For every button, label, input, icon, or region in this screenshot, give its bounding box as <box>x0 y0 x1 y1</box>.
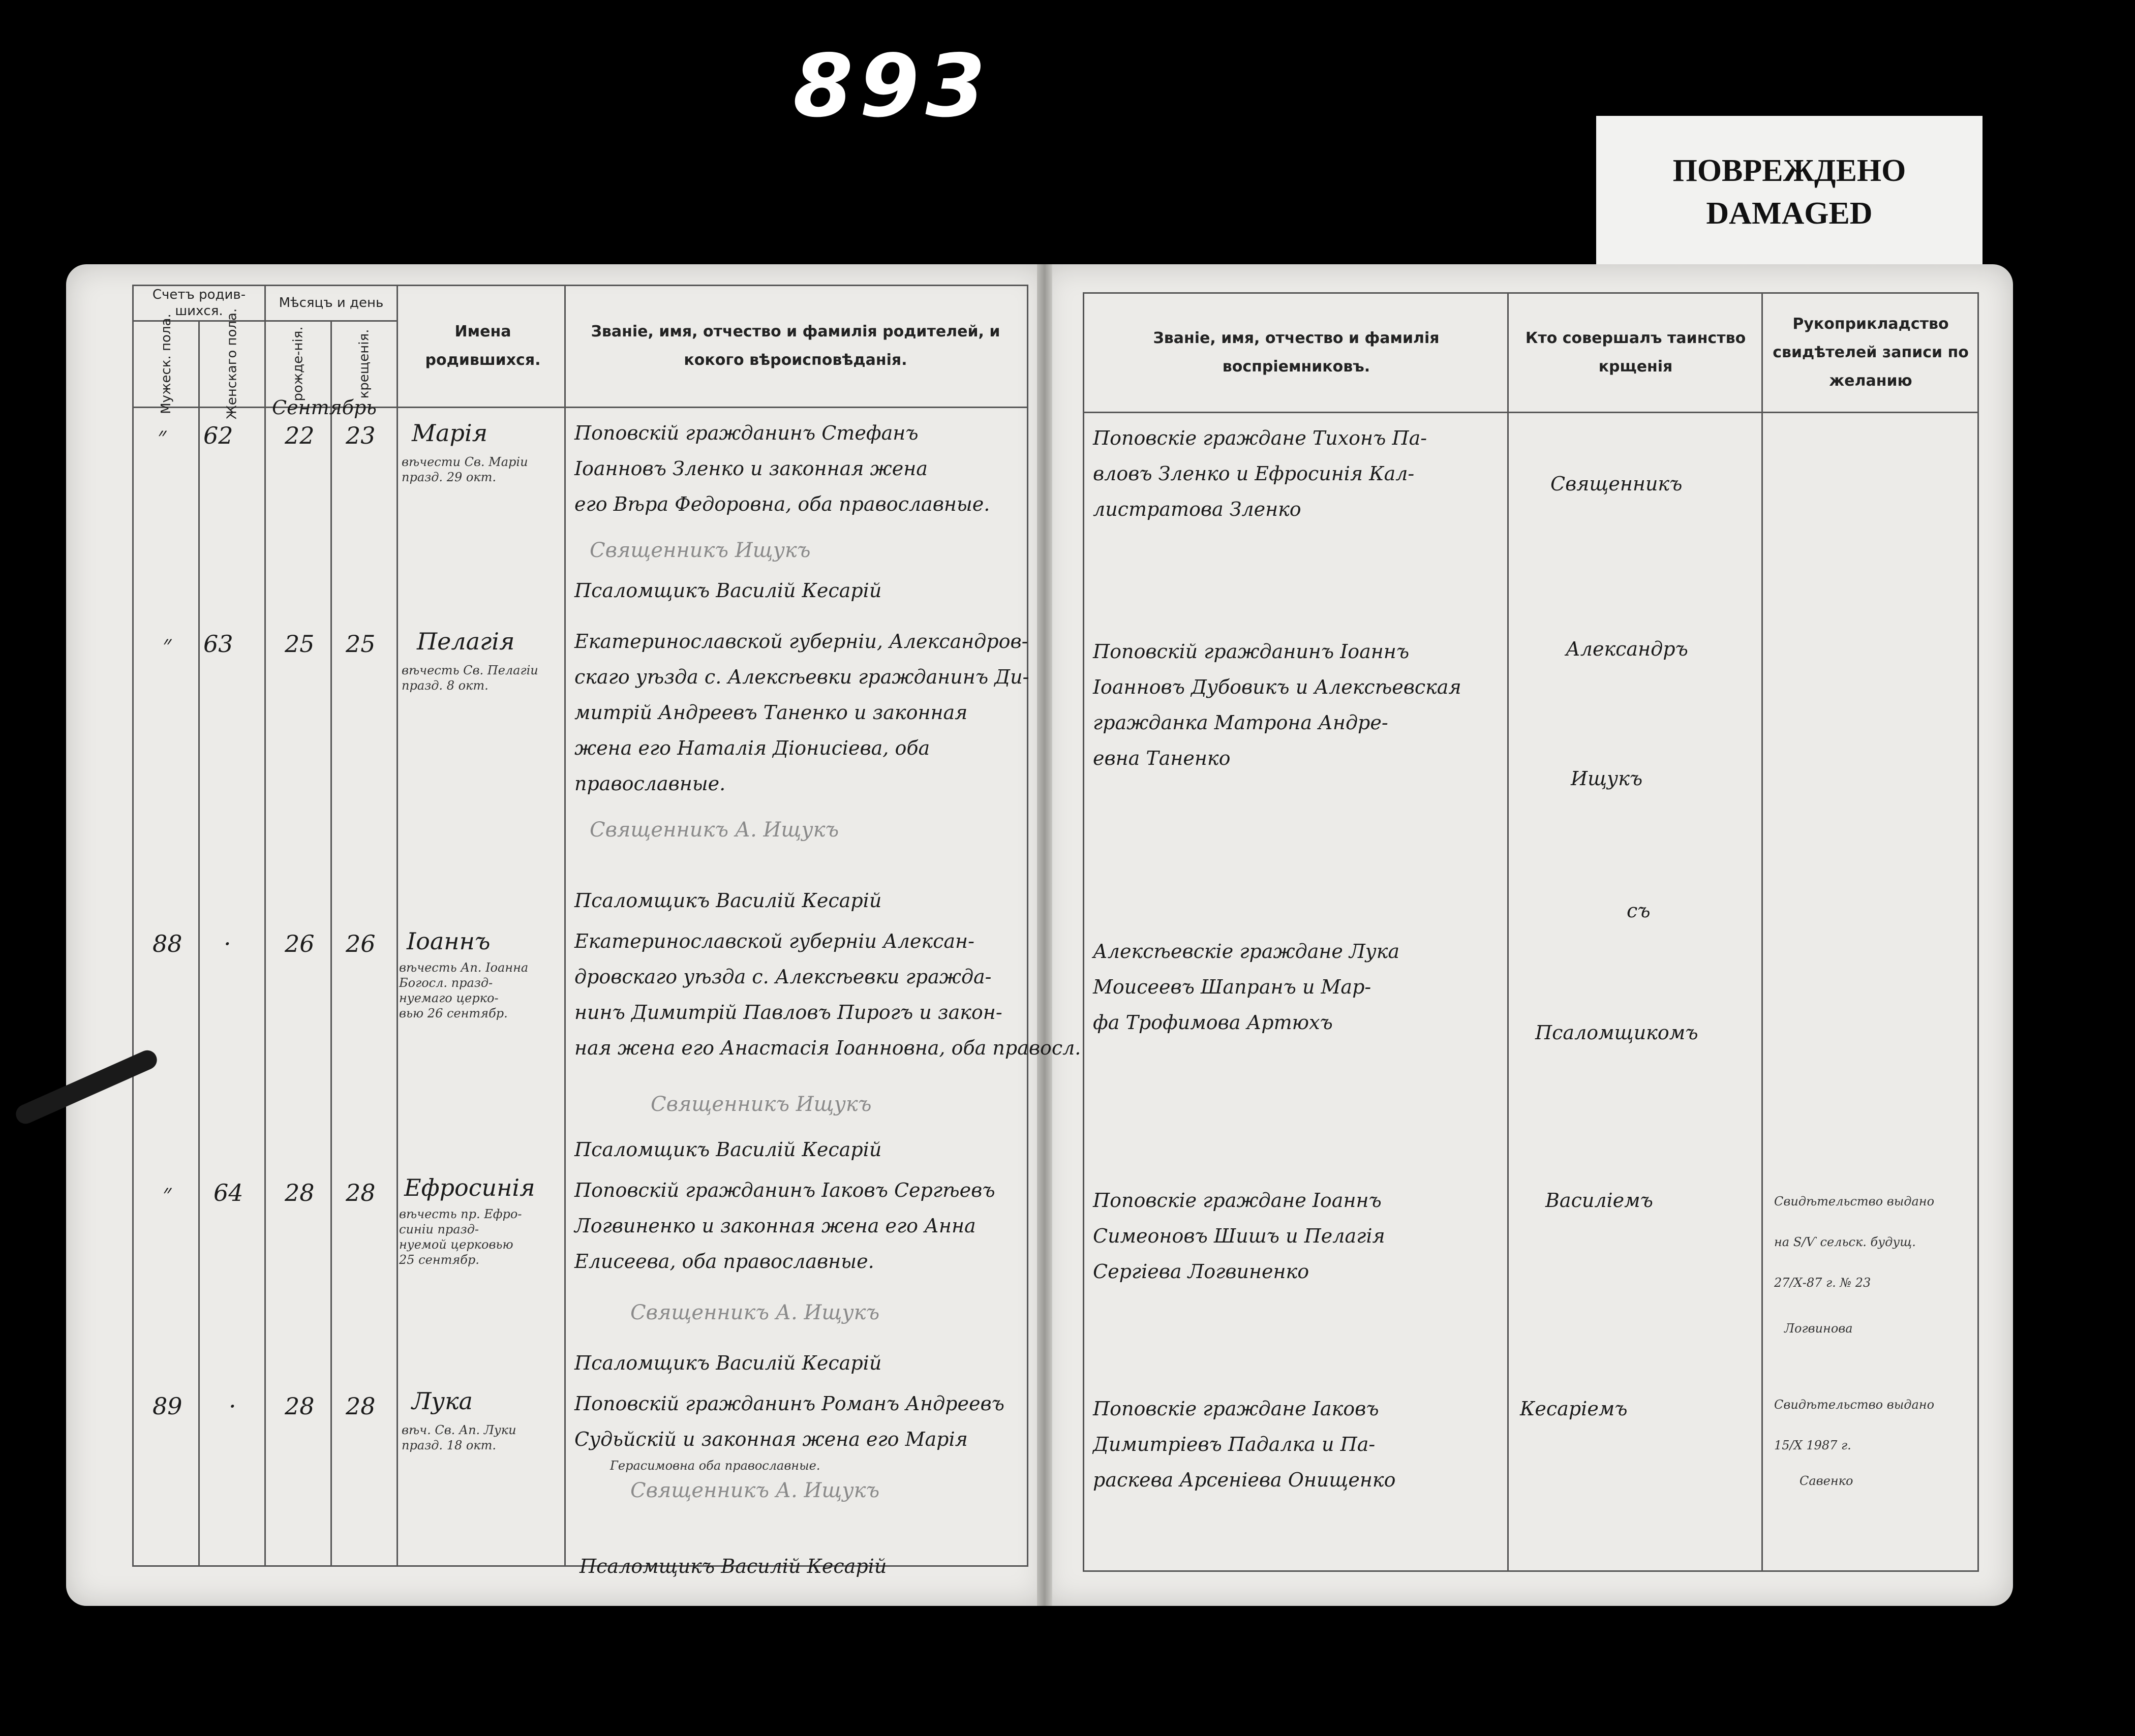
godparents-line: Сергіева Логвиненко <box>1093 1260 1309 1283</box>
parents-line: Елисеева, оба православные. <box>574 1250 874 1273</box>
header-month-group: Мѣсяцъ и день <box>279 295 384 311</box>
grid-line <box>1761 292 1763 1572</box>
grid-line <box>330 320 332 1567</box>
witness-line: Свидѣтельство выдано <box>1774 1398 1935 1412</box>
parents-line: ная жена его Анастасія Іоанновна, оба правосл. <box>574 1037 1081 1059</box>
name-note: синіи празд- <box>399 1222 479 1236</box>
priest-name: Кесаріемъ <box>1520 1398 1628 1420</box>
grid-line <box>1027 285 1028 1567</box>
damaged-label-en: DAMAGED <box>1706 196 1873 231</box>
psalmist-line: Псаломщикъ Василій Кесарій <box>574 1138 882 1161</box>
parents-line: Іоанновъ Зленко и законная жена <box>574 457 928 480</box>
female-count: 64 <box>214 1179 243 1206</box>
name-note: празд. 18 окт. <box>402 1438 497 1452</box>
header-male-cell <box>134 313 198 414</box>
name-note: вѣчести Св. Маріи <box>402 455 528 469</box>
grid-line <box>396 285 398 1567</box>
priest-signature: Священникъ Ищукъ <box>651 1093 872 1116</box>
header-count-group: Счетъ родив-шихся. <box>152 287 246 319</box>
birth-day: 26 <box>285 930 315 957</box>
grid-line <box>264 285 266 1567</box>
frame-number: 893 <box>793 36 992 137</box>
parents-line: Поповскій гражданинъ Іаковъ Сергѣевъ <box>574 1179 995 1201</box>
male-count: ״ <box>163 630 172 658</box>
birth-day: 22 <box>285 422 315 449</box>
priest-signature: Священникъ А. Ищукъ <box>630 1301 880 1324</box>
footer-psalmist-line: Псаломщикъ Василій Кесарій <box>580 1555 887 1577</box>
witness-line: Свидѣтельство выдано <box>1774 1194 1935 1208</box>
birth-day: 28 <box>285 1179 315 1206</box>
book-spine <box>1037 264 1052 1606</box>
female-count: · <box>229 1392 236 1420</box>
godparents-line: листратова Зленко <box>1093 498 1301 520</box>
parents-line: митрій Андреевъ Таненко и законная <box>574 701 968 724</box>
baptism-day: 28 <box>346 1392 376 1420</box>
parents-line: Поповскій гражданинъ Стефанъ <box>574 422 919 444</box>
name-note: празд. 29 окт. <box>402 470 497 484</box>
grid-line <box>1507 292 1509 1572</box>
witness-line: Савенко <box>1800 1474 1853 1488</box>
male-count: ״ <box>158 422 167 449</box>
name-note: вѣчесть пр. Ефро- <box>399 1207 522 1221</box>
parents-line: его Вѣра Федоровна, оба православные. <box>574 493 990 515</box>
male-count: ״ <box>163 1179 172 1206</box>
name-note: Богосл. празд- <box>399 976 493 990</box>
priest-signature: Священникъ А. Ищукъ <box>630 1479 880 1502</box>
name-note: нуемаго церко- <box>399 991 499 1005</box>
name-note: вью 26 сентябр. <box>399 1006 508 1020</box>
header-names: Имена родившихся. <box>425 323 541 369</box>
priest-name: Ищукъ <box>1571 767 1643 790</box>
female-count: · <box>224 930 231 957</box>
priest-signature: Священникъ Ищукъ <box>590 539 811 562</box>
witness-line: Логвинова <box>1784 1321 1853 1336</box>
parents-line: Поповскій гражданинъ Романъ Андреевъ <box>574 1392 1004 1415</box>
psalmist-line: Псаломщикъ Василій Кесарій <box>574 889 882 912</box>
witness-line: на Ѕ/Ѵ сельск. будущ. <box>1774 1235 1916 1249</box>
priest-signature: Священникъ А. Ищукъ <box>590 818 839 842</box>
female-count: 63 <box>203 630 233 658</box>
godparents-line: Поповскіе граждане Тихонъ Па- <box>1093 427 1427 449</box>
godparents-line: Іоанновъ Дубовикъ и Алексѣевская <box>1093 676 1461 698</box>
priest-name: Псаломщикомъ <box>1535 1021 1698 1044</box>
birth-day: 28 <box>285 1392 315 1420</box>
header-parents: Званіе, имя, отчество и фамилія родителей, и кокого вѣроисповѣданія. <box>591 323 1000 369</box>
damaged-label-ru: ПОВРЕЖДЕНО <box>1672 153 1906 188</box>
priest-name: Александръ <box>1566 638 1688 660</box>
grid-line <box>132 407 1027 408</box>
priest-name: Василіемъ <box>1545 1189 1654 1212</box>
baptism-day: 28 <box>346 1179 376 1206</box>
godparents-line: гражданка Матрона Андре- <box>1093 711 1388 734</box>
child-name: Марія <box>412 419 488 447</box>
parents-line: жена его Наталія Діонисіева, оба <box>574 737 930 759</box>
grid-line <box>564 285 566 1567</box>
header-male: Мужеск. пола. <box>158 313 174 414</box>
header-baptism-cell <box>332 322 396 406</box>
baptism-day: 23 <box>346 422 376 449</box>
psalmist-line: Псаломщикъ Василій Кесарій <box>574 1352 882 1374</box>
godparents-line: Димитріевъ Падалка и Па- <box>1093 1433 1376 1455</box>
godparents-line: Поповскіе граждане Іаковъ <box>1093 1398 1379 1420</box>
child-name: Лука <box>412 1387 473 1415</box>
name-note: нуемой церковью <box>399 1237 513 1252</box>
birth-day: 25 <box>285 630 315 658</box>
godparents-line: Алексѣевскіе граждане Лука <box>1093 940 1400 963</box>
priest-name: Священникъ <box>1550 473 1683 495</box>
psalmist-line: Псаломщикъ Василій Кесарій <box>574 579 882 602</box>
parents-line: Герасимовна оба православные. <box>610 1459 820 1473</box>
godparents-line: вловъ Зленко и Ефросинія Кал- <box>1093 462 1415 485</box>
parents-line: Екатеринославской губерніи, Александров- <box>574 630 1028 653</box>
name-note: вѣч. Св. Ап. Луки <box>402 1423 516 1437</box>
parents-line: Логвиненко и законная жена его Анна <box>574 1215 976 1237</box>
male-count: 89 <box>152 1392 182 1420</box>
male-count: 88 <box>152 930 182 957</box>
godparents-line: Поповскіе граждане Іоаннъ <box>1093 1189 1382 1212</box>
header-female-cell <box>200 308 264 419</box>
parents-line: дровскаго уѣзда с. Алексѣевки гражда- <box>574 966 992 988</box>
witness-line: 27/Х-87 г. № 23 <box>1774 1276 1871 1290</box>
header-baptism: крещенія. <box>356 329 372 398</box>
godparents-line: фа Трофимова Артюхъ <box>1093 1011 1333 1034</box>
parents-line: Екатеринославской губерніи Алексан- <box>574 930 974 952</box>
godparents-line: евна Таненко <box>1093 747 1231 769</box>
header-godparents: Званіе, имя, отчество и фамилія воспріемниковъ. <box>1153 329 1440 376</box>
priest-name: съ <box>1627 900 1651 922</box>
header-female: Женскаго пола. <box>224 308 240 419</box>
name-note: 25 сентябр. <box>399 1253 479 1267</box>
grid-line <box>1083 1570 1977 1572</box>
grid-line <box>132 285 1027 286</box>
parents-line: нинъ Димитрій Павловъ Пирогъ и закон- <box>574 1001 1002 1024</box>
grid-line <box>1977 292 1979 1572</box>
header-witnesses: Рукоприкладство свидѣтелей записи по желанию <box>1773 315 1969 390</box>
child-name: Пелагія <box>417 628 515 655</box>
godparents-line: Поповскій гражданинъ Іоаннъ <box>1093 640 1410 663</box>
godparents-line: Моисеевъ Шапранъ и Мар- <box>1093 976 1371 998</box>
parents-line: православные. <box>574 772 726 795</box>
grid-line <box>1083 412 1977 413</box>
header-birth-cell <box>266 322 330 406</box>
month-note: Сентябрь <box>272 396 377 419</box>
name-note: празд. 8 окт. <box>402 678 489 693</box>
name-note: вѣчесть Св. Пелагіи <box>402 663 538 677</box>
damaged-label <box>1596 116 1982 268</box>
child-name: Ефросинія <box>404 1174 535 1201</box>
grid-line <box>1083 292 1084 1572</box>
grid-line <box>1083 292 1977 294</box>
parents-line: Судьйскій и законная жена его Марія <box>574 1428 968 1450</box>
baptism-day: 26 <box>346 930 376 957</box>
header-priest: Кто совершалъ таинство крщенія <box>1525 329 1746 376</box>
female-count: 62 <box>203 422 233 449</box>
witness-line: 15/Х 1987 г. <box>1774 1438 1851 1452</box>
header-birth: рожде-нія. <box>290 326 306 401</box>
parents-line: скаго уѣзда с. Алексѣевки гражданинъ Ди- <box>574 666 1029 688</box>
baptism-day: 25 <box>346 630 376 658</box>
godparents-line: раскева Арсеніева Онищенко <box>1093 1469 1396 1491</box>
godparents-line: Симеоновъ Шишъ и Пелагія <box>1093 1225 1385 1247</box>
grid-line <box>132 285 134 1567</box>
name-note: вѣчесть Ап. Іоанна <box>399 960 529 975</box>
grid-line <box>198 320 200 1567</box>
child-name: Іоаннъ <box>407 927 491 955</box>
